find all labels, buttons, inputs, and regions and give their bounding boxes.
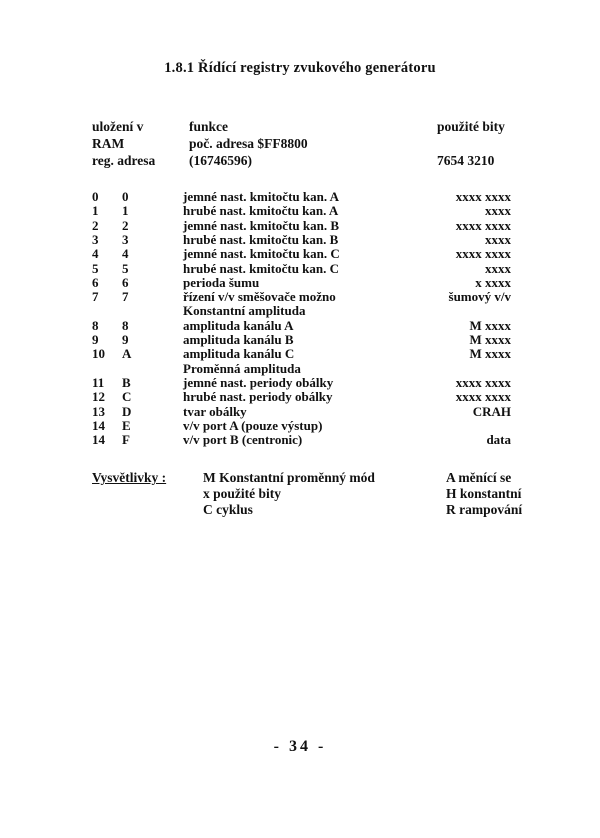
register-address-cell: D: [122, 403, 132, 419]
function-cell: perioda šumu: [183, 274, 260, 290]
legend-left-item: M Konstantní proměnný mód: [203, 470, 375, 485]
header-storage-line1: uložení v: [92, 119, 144, 134]
table-row: [0, 275, 600, 290]
ram-address-cell: 14: [92, 432, 105, 448]
ram-address-cell: 13: [92, 403, 105, 419]
legend-left: [203, 470, 375, 518]
register-address-cell: C: [122, 389, 132, 405]
function-cell: hrubé nast. periody obálky: [183, 389, 333, 405]
table-row: [0, 189, 600, 204]
used-bits-cell: x xxxx: [475, 274, 511, 290]
header-function-line3: (16746596): [189, 153, 252, 168]
register-address-cell: 8: [122, 317, 129, 333]
ram-address-cell: 3: [92, 231, 99, 247]
used-bits-cell: xxxx xxxx: [455, 374, 511, 390]
ram-address-cell: 12: [92, 389, 105, 405]
legend-right-item: H konstantní: [446, 486, 522, 501]
ram-address-cell: 1: [92, 203, 99, 219]
register-address-cell: F: [122, 432, 130, 448]
ram-address-cell: 0: [92, 189, 99, 204]
legend-label-text: Vysvětlivky :: [92, 470, 167, 485]
used-bits-cell: šumový v/v: [448, 289, 511, 305]
used-bits-cell: xxxx: [485, 231, 511, 247]
header-function: [189, 118, 308, 169]
table-row: [0, 303, 600, 318]
used-bits-cell: xxxx: [485, 203, 511, 219]
function-cell: amplituda kanálu B: [183, 332, 294, 347]
ram-address-cell: 14: [92, 417, 105, 433]
section-title: 1.8.1 Řídící registry zvukového generátoru: [164, 60, 436, 76]
register-address-cell: 3: [122, 231, 129, 247]
ram-address-cell: 10: [92, 346, 105, 362]
ram-address-cell: 11: [92, 374, 105, 390]
table-row: [0, 346, 600, 361]
register-address-cell: 6: [122, 274, 129, 290]
table-row: [0, 361, 600, 376]
used-bits-cell: xxxx xxxx: [455, 389, 511, 405]
ram-address-cell: 4: [92, 246, 99, 262]
register-address-cell: 9: [122, 332, 129, 347]
used-bits-cell: M xxxx: [469, 317, 511, 333]
table-row: [0, 404, 600, 419]
used-bits-cell: CRAH: [472, 403, 511, 419]
legend-label: [92, 470, 166, 486]
legend-right-item: A měnící se: [446, 470, 512, 485]
ram-address-cell: 8: [92, 317, 99, 333]
table-row: [0, 318, 600, 333]
function-cell: amplituda kanálu C: [183, 346, 295, 362]
function-cell: řízení v/v směšovače možno: [183, 289, 336, 305]
used-bits-cell: xxxx xxxx: [455, 189, 511, 204]
table-row: [0, 375, 600, 390]
register-address-cell: B: [122, 374, 131, 390]
function-cell: Proměnná amplituda: [183, 360, 301, 376]
used-bits-cell: xxxx xxxx: [455, 217, 511, 233]
function-cell: v/v port B (centronic): [183, 432, 303, 448]
ram-address-cell: 5: [92, 260, 99, 276]
table-row: [0, 218, 600, 233]
header-function-line2: poč. adresa $FF8800: [189, 136, 308, 151]
used-bits-cell: xxxx xxxx: [455, 246, 511, 262]
header-bits-line3: 7654 3210: [437, 153, 495, 168]
table-row: [0, 389, 600, 404]
register-address-cell: 4: [122, 246, 129, 262]
used-bits-cell: data: [486, 432, 511, 448]
legend-left-item: x použité bity: [203, 486, 282, 501]
function-cell: hrubé nast. kmitočtu kan. A: [183, 203, 339, 219]
ram-address-cell: 2: [92, 217, 99, 233]
function-cell: v/v port A (pouze výstup): [183, 417, 323, 433]
ram-address-cell: 7: [92, 289, 99, 305]
used-bits-cell: xxxx: [485, 260, 511, 276]
register-address-cell: 0: [122, 189, 129, 204]
function-cell: jemné nast. kmitočtu kan. A: [183, 189, 340, 204]
table-row: [0, 261, 600, 276]
table-row: [0, 432, 600, 447]
register-address-cell: E: [122, 417, 131, 433]
function-cell: hrubé nast. kmitočtu kan. C: [183, 260, 340, 276]
function-cell: hrubé nast. kmitočtu kan. B: [183, 231, 339, 247]
used-bits-cell: M xxxx: [469, 346, 511, 362]
register-address-cell: 5: [122, 260, 129, 276]
function-cell: jemné nast. kmitočtu kan. C: [183, 246, 340, 262]
header-storage-line2: RAM: [92, 136, 125, 151]
function-cell: tvar obálky: [183, 403, 247, 419]
function-cell: amplituda kanálu A: [183, 317, 294, 333]
function-cell: jemné nast. kmitočtu kan. B: [183, 217, 340, 233]
header-bits: [437, 118, 505, 169]
header-function-line1: funkce: [189, 119, 229, 134]
function-cell: jemné nast. periody obálky: [183, 374, 334, 390]
header-storage: [92, 118, 155, 169]
ram-address-cell: 6: [92, 274, 99, 290]
register-address-cell: 1: [122, 203, 129, 219]
page-number: - 34 -: [273, 738, 327, 755]
table-row: [0, 232, 600, 247]
used-bits-cell: M xxxx: [469, 332, 511, 347]
header-storage-line3: reg. adresa: [92, 153, 156, 168]
register-address-cell: 2: [122, 217, 129, 233]
table-row: [0, 203, 600, 218]
table-row: [0, 418, 600, 433]
ram-address-cell: 9: [92, 332, 99, 347]
register-address-cell: 7: [122, 289, 129, 305]
header-bits-line1: použité bity: [437, 119, 505, 134]
table-row: [0, 289, 600, 304]
table-row: [0, 332, 600, 347]
register-address-cell: A: [122, 346, 132, 362]
legend-right-item: R rampování: [446, 502, 523, 517]
legend-left-item: C cyklus: [203, 502, 253, 517]
function-cell: Konstantní amplituda: [183, 303, 306, 319]
table-row: [0, 246, 600, 261]
legend-right: [446, 470, 522, 518]
